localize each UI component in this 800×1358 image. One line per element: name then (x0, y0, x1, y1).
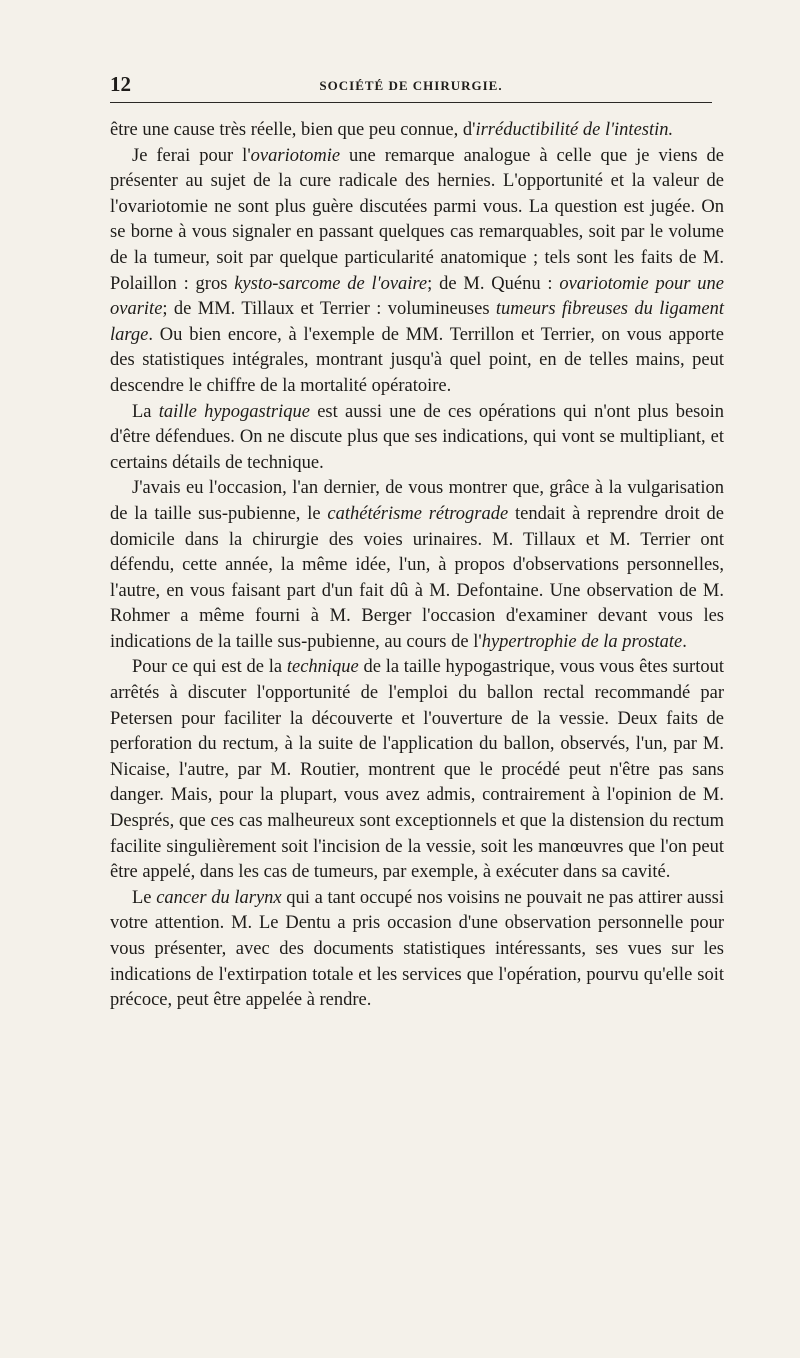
italic-run: tumeurs fibreuses du ligament large (110, 299, 724, 345)
text-run: Le (132, 887, 157, 908)
paragraph (110, 655, 724, 885)
text-run: . (682, 631, 687, 652)
italic-run: ovariotomie pour une ovarite (110, 273, 725, 320)
text-run: ; de M. Quénu : (427, 273, 560, 294)
text-run: une remarque analogue à celle que je viens de présenter au sujet de la cure radicale des hernies. L'opportunité et la valeur de l'ovariotomie ne sont plus guère discutées parmi vous. La question est jugée. On se borne à vous signaler en passant quelques cas remarquables, soit par le volume de la tumeur, soit par quelque particularité anatomique ; tels sont les faits de M. Polaillon : gros (110, 145, 724, 294)
running-title: SOCIÉTÉ DE CHIRURGIE. (319, 78, 503, 93)
text-run: est aussi une de ces opérations qui n'ont plus besoin d'être défendues. On ne discute plus que ses indications, qui vont se multipliant, et certains détails de technique. (110, 401, 724, 473)
text-run: . Ou bien encore, à l'exemple de MM. Terrillon et Terrier, on vous apporte des statistiques intégrales, montrant jusqu'à quel point, en de telles mains, peut descendre le chiffre de la mortalité opératoire. (110, 324, 724, 396)
text-run: J'avais eu l'occasion, l'an dernier, de vous montrer que, grâce à la vulgarisation de la taille sus-pubienne, le (110, 478, 724, 524)
italic-run: kysto-sarcome de l'ovaire (234, 273, 428, 294)
paragraph (110, 144, 724, 400)
text-run: Je ferai pour l' (132, 145, 251, 166)
page-number: 12 (110, 72, 131, 96)
italic-run: hypertrophie de la prostate (481, 631, 683, 652)
italic-run: irréductibilité de l'intestin. (475, 120, 674, 140)
text-run: ; de MM. Tillaux et Terrier : volumineuses (162, 299, 496, 320)
italic-run: cathétérisme rétrograde (327, 503, 509, 524)
text-run: Pour ce qui est de la (132, 657, 287, 678)
page-header (110, 70, 712, 103)
paragraph (110, 476, 724, 655)
body-text (110, 118, 724, 1014)
paragraph (110, 400, 724, 477)
italic-run: cancer du larynx (156, 887, 282, 908)
italic-run: technique (286, 657, 359, 678)
italic-run: taille hypogastrique (158, 401, 310, 422)
paragraph (110, 118, 724, 144)
paragraph (110, 886, 724, 1014)
text-run: de la taille hypogastrique, vous vous êtes surtout arrêtés à discuter l'opportunité de l'emploi du ballon rectal recommandé par Petersen pour faciliter la découverte et l'ouverture de la vessie. Deux faits de perforation du rectum, à la suite de l'application du ballon, observés, l'un, par M. Nicaise, l'autre, par M. Routier, montrent que le procédé peut n'être pas sans danger. Mais, pour la plupart, vous avez admis, contrairement à l'opinion de M. Després, que ces cas malheureux sont exceptionnels et que la distension du rectum facilite singulièrement soit l'incision de la vessie, soit les manœuvres que l'on peut être appelé, dans les cas de tumeurs, par exemple, à exécuter dans sa cavité. (110, 657, 724, 883)
text-run: La (132, 401, 159, 422)
text-run: être une cause très réelle, bien que peu connue, d' (110, 120, 476, 140)
italic-run: ovariotomie (250, 145, 341, 166)
text-run: qui a tant occupé nos voisins ne pouvait ne pas attirer aussi votre attention. M. Le Dentu a pris occasion d'une observation personnelle pour vous présenter, avec des documents statistiques intéressants, ses vues sur les indications de l'extirpation totale et les services que l'opération, pourvu qu'elle soit précoce, peut être appelée à rendre. (110, 887, 724, 1011)
text-run: tendait à reprendre droit de domicile dans la chirurgie des voies urinaires. M. Tillaux et M. Terrier ont défendu, cette année, la même idée, l'un, à propos d'observations personnelles, l'autre, en vous faisant part d'un fait dû à M. Defontaine. Une observation de M. Rohmer a même fourni à M. Berger l'occasion d'examiner devant vous les indications de la taille sus-pubienne, au cours de l' (110, 503, 724, 652)
